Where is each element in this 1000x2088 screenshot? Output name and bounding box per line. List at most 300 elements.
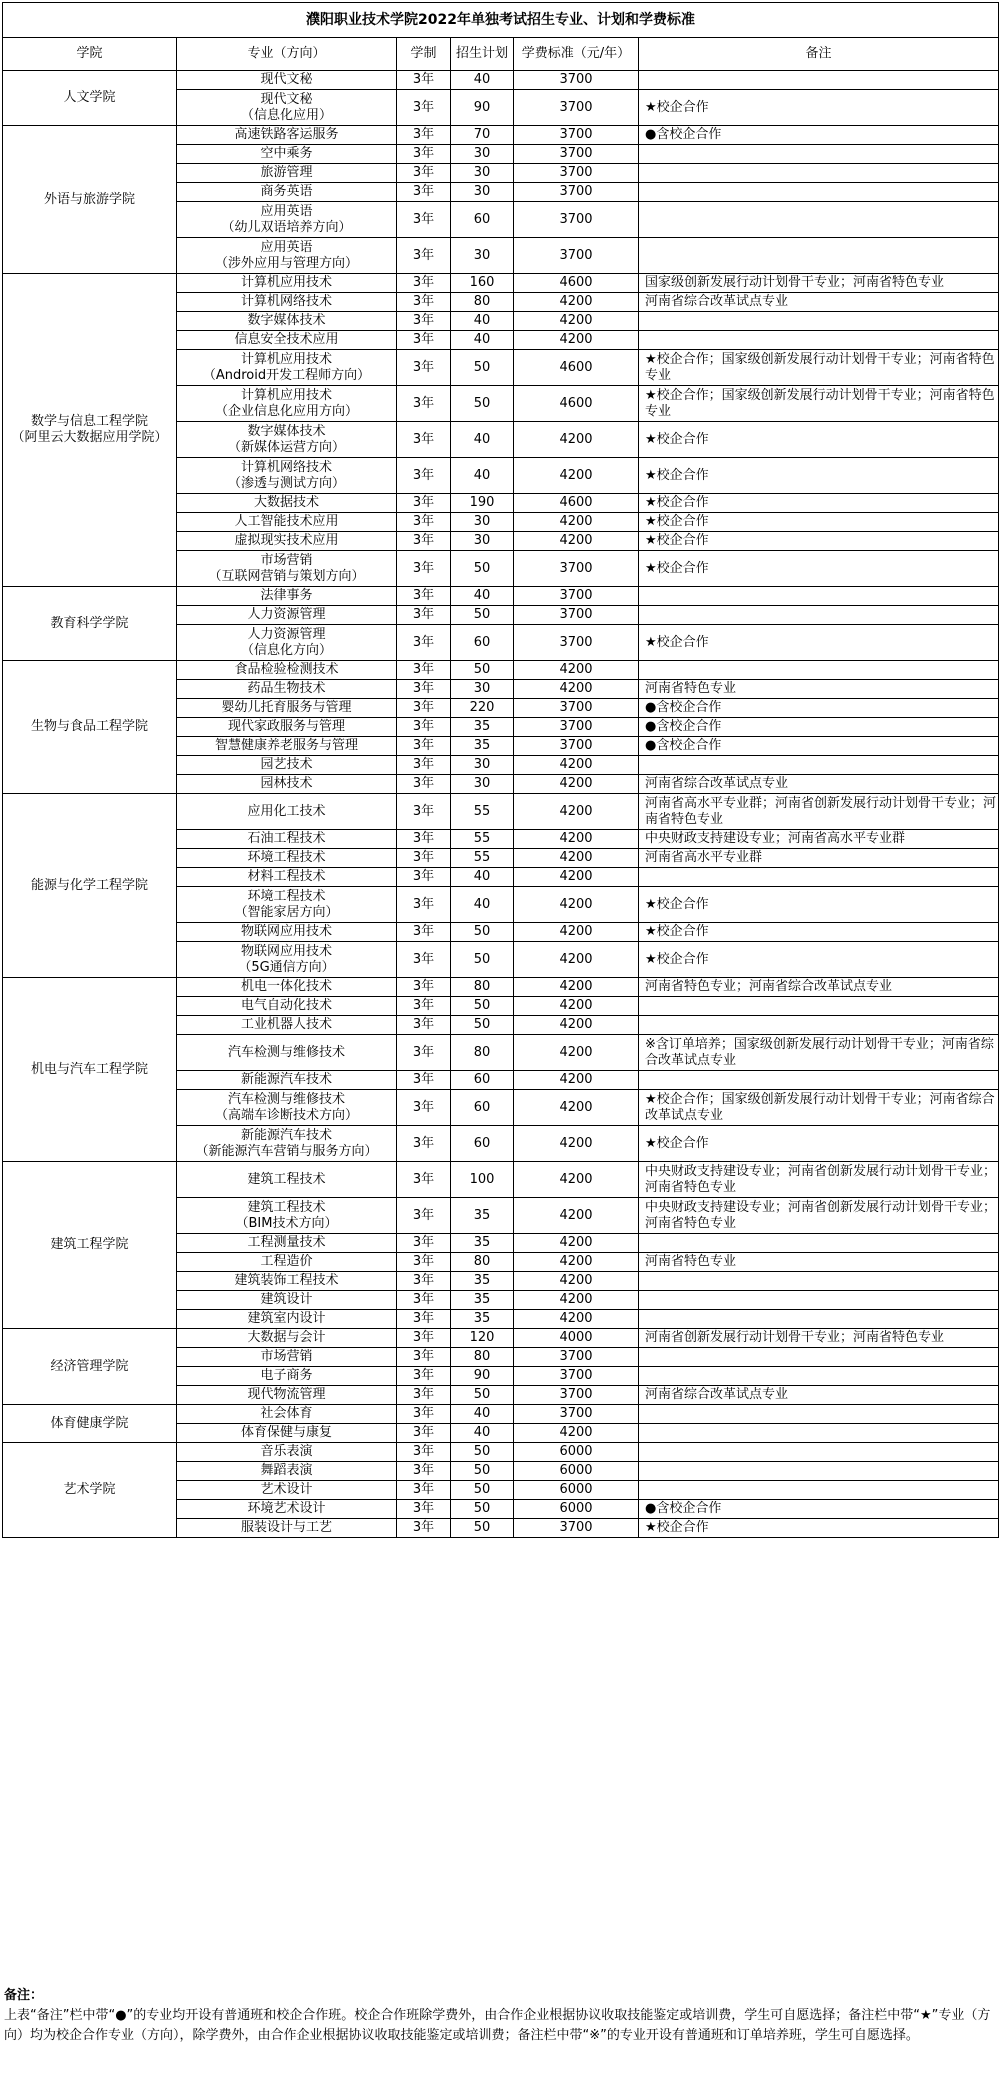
plan-cell: 30 bbox=[451, 513, 514, 532]
years-cell: 3年 bbox=[397, 661, 451, 680]
major-cell: 新能源汽车技术 bbox=[177, 1071, 397, 1090]
plan-cell: 50 bbox=[451, 1443, 514, 1462]
plan-cell: 55 bbox=[451, 794, 514, 830]
fee-cell: 4200 bbox=[514, 1310, 639, 1329]
note-cell bbox=[639, 1443, 999, 1462]
plan-cell: 50 bbox=[451, 1386, 514, 1405]
major-cell: 空中乘务 bbox=[177, 145, 397, 164]
table-row bbox=[3, 1329, 999, 1348]
fee-cell: 4200 bbox=[514, 830, 639, 849]
note-cell: 河南省高水平专业群 bbox=[639, 849, 999, 868]
plan-cell: 55 bbox=[451, 849, 514, 868]
fee-cell: 3700 bbox=[514, 699, 639, 718]
fee-cell: 4200 bbox=[514, 331, 639, 350]
fee-cell: 3700 bbox=[514, 1386, 639, 1405]
note-cell: ●含校企合作 bbox=[639, 699, 999, 718]
header-college: 学院 bbox=[3, 38, 177, 71]
major-cell: 建筑装饰工程技术 bbox=[177, 1272, 397, 1291]
plan-cell: 40 bbox=[451, 71, 514, 90]
years-cell: 3年 bbox=[397, 494, 451, 513]
fee-cell: 4200 bbox=[514, 775, 639, 794]
note-cell bbox=[639, 1424, 999, 1443]
years-cell: 3年 bbox=[397, 699, 451, 718]
enrollment-table bbox=[2, 2, 999, 1538]
plan-cell: 120 bbox=[451, 1329, 514, 1348]
table-row bbox=[3, 1162, 999, 1198]
plan-cell: 35 bbox=[451, 1310, 514, 1329]
plan-cell: 50 bbox=[451, 1016, 514, 1035]
plan-cell: 60 bbox=[451, 625, 514, 661]
plan-cell: 50 bbox=[451, 386, 514, 422]
years-cell: 3年 bbox=[397, 164, 451, 183]
note-cell: 河南省高水平专业群；河南省创新发展行动计划骨干专业；河南省特色专业 bbox=[639, 794, 999, 830]
years-cell: 3年 bbox=[397, 1162, 451, 1198]
years-cell: 3年 bbox=[397, 71, 451, 90]
note-cell: 河南省综合改革试点专业 bbox=[639, 775, 999, 794]
major-cell: 计算机应用技术 （Android开发工程师方向） bbox=[177, 350, 397, 386]
major-cell: 人力资源管理 bbox=[177, 606, 397, 625]
note-cell: ★校企合作 bbox=[639, 625, 999, 661]
fee-cell: 3700 bbox=[514, 1519, 639, 1538]
fee-cell: 6000 bbox=[514, 1500, 639, 1519]
major-cell: 工程测量技术 bbox=[177, 1234, 397, 1253]
years-cell: 3年 bbox=[397, 978, 451, 997]
plan-cell: 30 bbox=[451, 145, 514, 164]
years-cell: 3年 bbox=[397, 458, 451, 494]
major-cell: 机电一体化技术 bbox=[177, 978, 397, 997]
plan-cell: 40 bbox=[451, 1405, 514, 1424]
plan-cell: 35 bbox=[451, 718, 514, 737]
plan-cell: 50 bbox=[451, 1481, 514, 1500]
note-cell: ★校企合作 bbox=[639, 942, 999, 978]
years-cell: 3年 bbox=[397, 1090, 451, 1126]
table-row bbox=[3, 1405, 999, 1424]
major-cell: 人工智能技术应用 bbox=[177, 513, 397, 532]
fee-cell: 4200 bbox=[514, 997, 639, 1016]
fee-cell: 4200 bbox=[514, 661, 639, 680]
major-cell: 体育保健与康复 bbox=[177, 1424, 397, 1443]
note-cell: ★校企合作；国家级创新发展行动计划骨干专业；河南省特色专业 bbox=[639, 386, 999, 422]
plan-cell: 50 bbox=[451, 1500, 514, 1519]
plan-cell: 80 bbox=[451, 1253, 514, 1272]
note-cell: ★校企合作 bbox=[639, 532, 999, 551]
years-cell: 3年 bbox=[397, 830, 451, 849]
major-cell: 建筑工程技术 bbox=[177, 1162, 397, 1198]
years-cell: 3年 bbox=[397, 90, 451, 126]
major-cell: 计算机网络技术 bbox=[177, 293, 397, 312]
major-cell: 环境工程技术 bbox=[177, 849, 397, 868]
note-cell: 河南省特色专业 bbox=[639, 1253, 999, 1272]
plan-cell: 190 bbox=[451, 494, 514, 513]
fee-cell: 4200 bbox=[514, 680, 639, 699]
table-row bbox=[3, 587, 999, 606]
fee-cell: 3700 bbox=[514, 551, 639, 587]
note-cell: ★校企合作 bbox=[639, 1126, 999, 1162]
years-cell: 3年 bbox=[397, 1519, 451, 1538]
fee-cell: 4200 bbox=[514, 849, 639, 868]
plan-cell: 60 bbox=[451, 1126, 514, 1162]
major-cell: 计算机应用技术 bbox=[177, 274, 397, 293]
major-cell: 计算机应用技术 （企业信息化应用方向） bbox=[177, 386, 397, 422]
years-cell: 3年 bbox=[397, 1405, 451, 1424]
years-cell: 3年 bbox=[397, 1348, 451, 1367]
plan-cell: 90 bbox=[451, 1367, 514, 1386]
note-cell bbox=[639, 145, 999, 164]
major-cell: 物联网应用技术 （5G通信方向） bbox=[177, 942, 397, 978]
table-row bbox=[3, 794, 999, 830]
table-body bbox=[3, 71, 999, 1538]
plan-cell: 40 bbox=[451, 331, 514, 350]
plan-cell: 80 bbox=[451, 978, 514, 997]
fee-cell: 4600 bbox=[514, 350, 639, 386]
years-cell: 3年 bbox=[397, 680, 451, 699]
plan-cell: 40 bbox=[451, 312, 514, 331]
header-row bbox=[3, 38, 999, 71]
fee-cell: 4200 bbox=[514, 887, 639, 923]
note-cell: 河南省综合改革试点专业 bbox=[639, 1386, 999, 1405]
major-cell: 电子商务 bbox=[177, 1367, 397, 1386]
fee-cell: 6000 bbox=[514, 1443, 639, 1462]
years-cell: 3年 bbox=[397, 1234, 451, 1253]
note-cell bbox=[639, 661, 999, 680]
college-cell: 人文学院 bbox=[3, 71, 177, 126]
note-cell: ●含校企合作 bbox=[639, 1500, 999, 1519]
fee-cell: 4200 bbox=[514, 422, 639, 458]
years-cell: 3年 bbox=[397, 923, 451, 942]
fee-cell: 4600 bbox=[514, 386, 639, 422]
major-cell: 婴幼儿托育服务与管理 bbox=[177, 699, 397, 718]
plan-cell: 160 bbox=[451, 274, 514, 293]
plan-cell: 55 bbox=[451, 830, 514, 849]
fee-cell: 4200 bbox=[514, 942, 639, 978]
plan-cell: 40 bbox=[451, 887, 514, 923]
plan-cell: 40 bbox=[451, 587, 514, 606]
footnote-heading: 备注： bbox=[4, 1988, 44, 2003]
header-years: 学制 bbox=[397, 38, 451, 71]
years-cell: 3年 bbox=[397, 1386, 451, 1405]
header-fee: 学费标准（元/年） bbox=[514, 38, 639, 71]
years-cell: 3年 bbox=[397, 331, 451, 350]
major-cell: 电气自动化技术 bbox=[177, 997, 397, 1016]
years-cell: 3年 bbox=[397, 1272, 451, 1291]
years-cell: 3年 bbox=[397, 350, 451, 386]
fee-cell: 4200 bbox=[514, 1016, 639, 1035]
header-major: 专业（方向） bbox=[177, 38, 397, 71]
fee-cell: 3700 bbox=[514, 625, 639, 661]
years-cell: 3年 bbox=[397, 183, 451, 202]
years-cell: 3年 bbox=[397, 312, 451, 331]
fee-cell: 4200 bbox=[514, 312, 639, 331]
note-cell bbox=[639, 1405, 999, 1424]
plan-cell: 30 bbox=[451, 238, 514, 274]
note-cell: ★校企合作 bbox=[639, 887, 999, 923]
major-cell: 商务英语 bbox=[177, 183, 397, 202]
major-cell: 现代文秘 bbox=[177, 71, 397, 90]
years-cell: 3年 bbox=[397, 794, 451, 830]
note-cell: 中央财政支持建设专业；河南省创新发展行动计划骨干专业；河南省特色专业 bbox=[639, 1198, 999, 1234]
note-cell: ★校企合作 bbox=[639, 458, 999, 494]
college-cell: 经济管理学院 bbox=[3, 1329, 177, 1405]
years-cell: 3年 bbox=[397, 887, 451, 923]
footnote-text: 上表“备注”栏中带“●”的专业均开设有普通班和校企合作班。校企合作班除学费外，由合作企业根据协议收取技能鉴定或培训费，学生可自愿选择；备注栏中带“★”专业（方向）均为校企合作专业（方向），除学费外，由合作企业根据协议收取技能鉴定或培训费；备注栏中带“※”的专业开设有普通班和订单培养班，学生可自愿选择。 bbox=[4, 2008, 991, 2043]
note-cell bbox=[639, 1071, 999, 1090]
major-cell: 环境艺术设计 bbox=[177, 1500, 397, 1519]
fee-cell: 3700 bbox=[514, 1348, 639, 1367]
years-cell: 3年 bbox=[397, 274, 451, 293]
plan-cell: 30 bbox=[451, 775, 514, 794]
plan-cell: 40 bbox=[451, 458, 514, 494]
major-cell: 高速铁路客运服务 bbox=[177, 126, 397, 145]
fee-cell: 3700 bbox=[514, 1367, 639, 1386]
major-cell: 数字媒体技术 bbox=[177, 312, 397, 331]
note-cell: ★校企合作 bbox=[639, 923, 999, 942]
years-cell: 3年 bbox=[397, 1291, 451, 1310]
fee-cell: 4200 bbox=[514, 1162, 639, 1198]
major-cell: 服装设计与工艺 bbox=[177, 1519, 397, 1538]
fee-cell: 4600 bbox=[514, 494, 639, 513]
note-cell: 河南省特色专业；河南省综合改革试点专业 bbox=[639, 978, 999, 997]
years-cell: 3年 bbox=[397, 422, 451, 458]
fee-cell: 4000 bbox=[514, 1329, 639, 1348]
fee-cell: 4200 bbox=[514, 1291, 639, 1310]
college-cell: 教育科学学院 bbox=[3, 587, 177, 661]
fee-cell: 4200 bbox=[514, 1035, 639, 1071]
note-cell: ●含校企合作 bbox=[639, 737, 999, 756]
plan-cell: 30 bbox=[451, 164, 514, 183]
years-cell: 3年 bbox=[397, 942, 451, 978]
note-cell bbox=[639, 997, 999, 1016]
table-row bbox=[3, 126, 999, 145]
note-cell: 中央财政支持建设专业；河南省创新发展行动计划骨干专业；河南省特色专业 bbox=[639, 1162, 999, 1198]
major-cell: 应用英语 （涉外应用与管理方向） bbox=[177, 238, 397, 274]
years-cell: 3年 bbox=[397, 238, 451, 274]
table-row bbox=[3, 71, 999, 90]
plan-cell: 30 bbox=[451, 183, 514, 202]
plan-cell: 35 bbox=[451, 1291, 514, 1310]
major-cell: 建筑工程技术 （BIM技术方向） bbox=[177, 1198, 397, 1234]
years-cell: 3年 bbox=[397, 718, 451, 737]
note-cell: 中央财政支持建设专业；河南省高水平专业群 bbox=[639, 830, 999, 849]
plan-cell: 50 bbox=[451, 997, 514, 1016]
major-cell: 环境工程技术 （智能家居方向） bbox=[177, 887, 397, 923]
plan-cell: 30 bbox=[451, 532, 514, 551]
major-cell: 大数据技术 bbox=[177, 494, 397, 513]
major-cell: 大数据与会计 bbox=[177, 1329, 397, 1348]
years-cell: 3年 bbox=[397, 1424, 451, 1443]
major-cell: 药品生物技术 bbox=[177, 680, 397, 699]
table-row bbox=[3, 661, 999, 680]
table-row bbox=[3, 1443, 999, 1462]
plan-cell: 35 bbox=[451, 1234, 514, 1253]
major-cell: 工业机器人技术 bbox=[177, 1016, 397, 1035]
note-cell bbox=[639, 587, 999, 606]
fee-cell: 4200 bbox=[514, 1424, 639, 1443]
fee-cell: 3700 bbox=[514, 126, 639, 145]
note-cell: ★校企合作 bbox=[639, 551, 999, 587]
fee-cell: 3700 bbox=[514, 1405, 639, 1424]
plan-cell: 40 bbox=[451, 1424, 514, 1443]
college-cell: 体育健康学院 bbox=[3, 1405, 177, 1443]
plan-cell: 35 bbox=[451, 737, 514, 756]
years-cell: 3年 bbox=[397, 1329, 451, 1348]
note-cell bbox=[639, 183, 999, 202]
note-cell: ★校企合作；国家级创新发展行动计划骨干专业；河南省特色专业 bbox=[639, 350, 999, 386]
note-cell bbox=[639, 756, 999, 775]
major-cell: 汽车检测与维修技术 （高端车诊断技术方向） bbox=[177, 1090, 397, 1126]
years-cell: 3年 bbox=[397, 625, 451, 661]
note-cell bbox=[639, 1481, 999, 1500]
major-cell: 市场营销 bbox=[177, 1348, 397, 1367]
major-cell: 建筑室内设计 bbox=[177, 1310, 397, 1329]
fee-cell: 4200 bbox=[514, 923, 639, 942]
note-cell: ★校企合作 bbox=[639, 90, 999, 126]
note-cell bbox=[639, 238, 999, 274]
plan-cell: 50 bbox=[451, 551, 514, 587]
college-cell: 能源与化学工程学院 bbox=[3, 794, 177, 978]
fee-cell: 4200 bbox=[514, 1071, 639, 1090]
plan-cell: 80 bbox=[451, 1348, 514, 1367]
fee-cell: 4200 bbox=[514, 1126, 639, 1162]
years-cell: 3年 bbox=[397, 775, 451, 794]
note-cell: ★校企合作 bbox=[639, 1519, 999, 1538]
note-cell bbox=[639, 71, 999, 90]
fee-cell: 3700 bbox=[514, 164, 639, 183]
major-cell: 社会体育 bbox=[177, 1405, 397, 1424]
note-cell bbox=[639, 606, 999, 625]
note-cell bbox=[639, 331, 999, 350]
plan-cell: 50 bbox=[451, 1462, 514, 1481]
major-cell: 新能源汽车技术 （新能源汽车营销与服务方向） bbox=[177, 1126, 397, 1162]
major-cell: 虚拟现实技术应用 bbox=[177, 532, 397, 551]
years-cell: 3年 bbox=[397, 997, 451, 1016]
note-cell: ★校企合作；国家级创新发展行动计划骨干专业；河南省综合改革试点专业 bbox=[639, 1090, 999, 1126]
years-cell: 3年 bbox=[397, 1253, 451, 1272]
years-cell: 3年 bbox=[397, 1310, 451, 1329]
years-cell: 3年 bbox=[397, 145, 451, 164]
plan-cell: 30 bbox=[451, 756, 514, 775]
table-row bbox=[3, 274, 999, 293]
years-cell: 3年 bbox=[397, 551, 451, 587]
college-cell: 建筑工程学院 bbox=[3, 1162, 177, 1329]
fee-cell: 4200 bbox=[514, 868, 639, 887]
college-cell: 生物与食品工程学院 bbox=[3, 661, 177, 794]
header-note: 备注 bbox=[639, 38, 999, 71]
plan-cell: 30 bbox=[451, 680, 514, 699]
fee-cell: 4200 bbox=[514, 513, 639, 532]
major-cell: 法律事务 bbox=[177, 587, 397, 606]
note-cell bbox=[639, 1016, 999, 1035]
college-cell: 艺术学院 bbox=[3, 1443, 177, 1538]
fee-cell: 4200 bbox=[514, 1198, 639, 1234]
fee-cell: 4200 bbox=[514, 756, 639, 775]
note-cell bbox=[639, 1272, 999, 1291]
years-cell: 3年 bbox=[397, 293, 451, 312]
table-row bbox=[3, 978, 999, 997]
major-cell: 材料工程技术 bbox=[177, 868, 397, 887]
table-title: 濮阳职业技术学院2022年单独考试招生专业、计划和学费标准 bbox=[3, 3, 999, 38]
plan-cell: 50 bbox=[451, 942, 514, 978]
plan-cell: 60 bbox=[451, 1090, 514, 1126]
note-cell: 河南省特色专业 bbox=[639, 680, 999, 699]
note-cell bbox=[639, 1310, 999, 1329]
fee-cell: 4200 bbox=[514, 1090, 639, 1126]
note-cell: ★校企合作 bbox=[639, 513, 999, 532]
years-cell: 3年 bbox=[397, 1071, 451, 1090]
fee-cell: 4200 bbox=[514, 794, 639, 830]
footnote bbox=[4, 1986, 994, 2046]
major-cell: 计算机网络技术 （渗透与测试方向） bbox=[177, 458, 397, 494]
note-cell bbox=[639, 1462, 999, 1481]
major-cell: 食品检验检测技术 bbox=[177, 661, 397, 680]
fee-cell: 3700 bbox=[514, 71, 639, 90]
note-cell: 河南省综合改革试点专业 bbox=[639, 293, 999, 312]
years-cell: 3年 bbox=[397, 1016, 451, 1035]
years-cell: 3年 bbox=[397, 868, 451, 887]
years-cell: 3年 bbox=[397, 737, 451, 756]
note-cell: ★校企合作 bbox=[639, 422, 999, 458]
plan-cell: 60 bbox=[451, 202, 514, 238]
fee-cell: 3700 bbox=[514, 202, 639, 238]
years-cell: 3年 bbox=[397, 1126, 451, 1162]
plan-cell: 40 bbox=[451, 868, 514, 887]
plan-cell: 35 bbox=[451, 1198, 514, 1234]
fee-cell: 3700 bbox=[514, 737, 639, 756]
major-cell: 园林技术 bbox=[177, 775, 397, 794]
years-cell: 3年 bbox=[397, 1481, 451, 1500]
note-cell: ★校企合作 bbox=[639, 494, 999, 513]
years-cell: 3年 bbox=[397, 1367, 451, 1386]
years-cell: 3年 bbox=[397, 386, 451, 422]
major-cell: 石油工程技术 bbox=[177, 830, 397, 849]
header-plan: 招生计划 bbox=[451, 38, 514, 71]
note-cell bbox=[639, 1348, 999, 1367]
plan-cell: 80 bbox=[451, 1035, 514, 1071]
plan-cell: 35 bbox=[451, 1272, 514, 1291]
fee-cell: 3700 bbox=[514, 145, 639, 164]
fee-cell: 3700 bbox=[514, 183, 639, 202]
plan-cell: 50 bbox=[451, 923, 514, 942]
major-cell: 数字媒体技术 （新媒体运营方向） bbox=[177, 422, 397, 458]
years-cell: 3年 bbox=[397, 532, 451, 551]
plan-cell: 50 bbox=[451, 661, 514, 680]
fee-cell: 6000 bbox=[514, 1481, 639, 1500]
major-cell: 现代家政服务与管理 bbox=[177, 718, 397, 737]
fee-cell: 4200 bbox=[514, 532, 639, 551]
note-cell bbox=[639, 868, 999, 887]
major-cell: 工程造价 bbox=[177, 1253, 397, 1272]
years-cell: 3年 bbox=[397, 1462, 451, 1481]
plan-cell: 70 bbox=[451, 126, 514, 145]
years-cell: 3年 bbox=[397, 1500, 451, 1519]
note-cell bbox=[639, 1291, 999, 1310]
major-cell: 应用化工技术 bbox=[177, 794, 397, 830]
fee-cell: 4200 bbox=[514, 978, 639, 997]
note-cell: 河南省创新发展行动计划骨干专业；河南省特色专业 bbox=[639, 1329, 999, 1348]
note-cell bbox=[639, 202, 999, 238]
fee-cell: 3700 bbox=[514, 238, 639, 274]
plan-cell: 90 bbox=[451, 90, 514, 126]
major-cell: 信息安全技术应用 bbox=[177, 331, 397, 350]
years-cell: 3年 bbox=[397, 1443, 451, 1462]
plan-cell: 50 bbox=[451, 350, 514, 386]
note-cell: ※含订单培养；国家级创新发展行动计划骨干专业；河南省综合改革试点专业 bbox=[639, 1035, 999, 1071]
years-cell: 3年 bbox=[397, 587, 451, 606]
plan-cell: 80 bbox=[451, 293, 514, 312]
fee-cell: 3700 bbox=[514, 587, 639, 606]
major-cell: 建筑设计 bbox=[177, 1291, 397, 1310]
note-cell: 国家级创新发展行动计划骨干专业；河南省特色专业 bbox=[639, 274, 999, 293]
note-cell: ●含校企合作 bbox=[639, 718, 999, 737]
